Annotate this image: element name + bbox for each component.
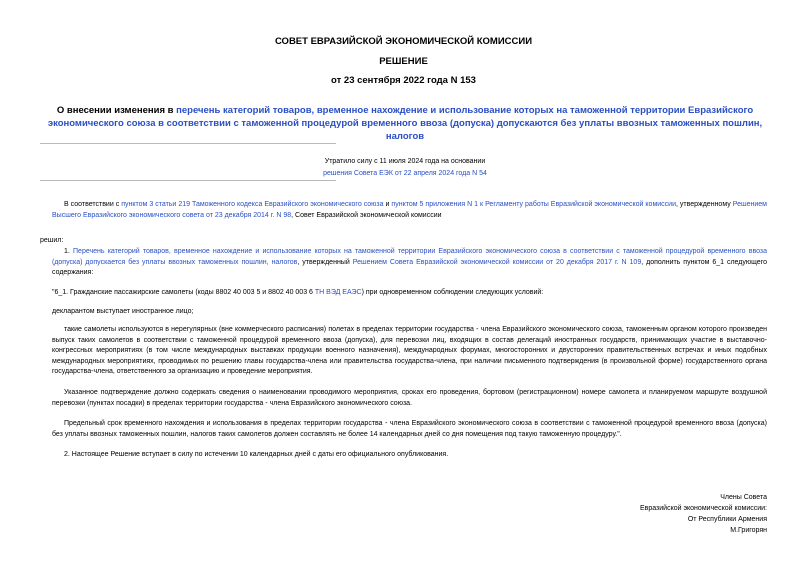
signature-line-2: Евразийской экономической комиссии: <box>639 505 767 512</box>
divider-top <box>40 143 336 144</box>
signature-block <box>507 492 767 536</box>
document-title <box>40 104 770 143</box>
preamble-link-decision[interactable]: Решением Высшего Евразийского экономического совета от 23 декабря 2014 г. N 98 <box>52 201 767 219</box>
preamble-paragraph <box>52 200 767 221</box>
item-1-text-2: , утвержденный <box>297 258 350 266</box>
preamble-text-4: , Совет Евразийской экономической комиссии <box>291 211 442 219</box>
status-link[interactable]: решения Совета ЕЭК от 22 апреля 2024 года N 54 <box>323 170 487 177</box>
title-link[interactable]: перечень категорий товаров, временное нахождение и использование которых на таможенной территории Евразийского экономического союза в соответствии с таможенной процедурой временного ввоза (допуска) допускаются без уплаты ввозных таможенных пошлин, налогов <box>47 105 763 142</box>
condition-1: декларантом выступает иностранное лицо; <box>52 308 194 315</box>
item-2-paragraph: 2. Настоящее Решение вступает в силу по истечении 10 календарных дней с даты его официального опубликования. <box>64 451 449 458</box>
divider-bottom <box>40 180 336 181</box>
signature-line-3: От Республики Армения <box>687 516 767 523</box>
status-note <box>260 156 550 180</box>
status-text: Утратило силу с 11 июля 2024 года на основании <box>324 158 486 165</box>
preamble-link-regulation[interactable]: пунктом 5 приложения N 1 к Регламенту работы Евразийской экономической комиссии <box>391 201 676 208</box>
item-1-list-link[interactable]: Перечень категорий товаров, временное нахождение и использование которых на таможенной территории Евразийского экономического союза в соответствии с таможенной процедурой временного ввоза (допуска) допускается без уплаты ввозных таможенных пошлин, налогов <box>52 248 767 266</box>
preamble-link-customs-code[interactable]: пунктом 3 статьи 219 Таможенного кодекса Евразийского экономического союза <box>121 201 384 208</box>
point-6-1-text-2: ) при одновременном соблюдении следующих условий: <box>361 289 544 296</box>
council-name: СОВЕТ ЕВРАЗИЙСКОЙ ЭКОНОМИЧЕСКОЙ КОМИССИИ <box>274 36 533 47</box>
point-6-1-paragraph <box>52 288 767 299</box>
decided-label: решил: <box>40 237 64 244</box>
item-1-number: 1. <box>64 248 70 255</box>
item-1-text-3: , дополнить пунктом 6_1 следующего содержания: <box>52 258 767 276</box>
document-date: от 23 сентября 2022 года N 153 <box>331 75 476 86</box>
item-1-decision-link[interactable]: Решением Совета Евразийской экономической комиссии от 20 декабря 2017 г. N 109 <box>352 258 642 266</box>
confirmation-paragraph: Указанное подтверждение должно содержать сведения о наименовании проводимого мероприятия, сроках его проведения, бортовом (регистрационном) номере самолета и планируемом маршруте воздушной перевозки (пунктах посадки) в пределах территории государства - члена Евразийского экономического союза. <box>52 389 767 407</box>
item-1-paragraph <box>52 247 767 279</box>
preamble-text-1: В соответствии с <box>64 201 120 208</box>
document-type: РЕШЕНИЕ <box>379 56 428 67</box>
preamble-text-2: и <box>385 201 390 208</box>
time-limit-paragraph: Предельный срок временного нахождения и использования в пределах территории государства - члена Евразийского экономического союза в соответствии с таможенной процедурой временного ввоза (допуска) без уплаты ввозных таможенных пошлин, налогов таких самолетов должен составлять не более 14 календарных дней со дня помещения под такую таможенную процедуру.". <box>52 420 767 438</box>
condition-2: такие самолеты используются в нерегулярных (вне коммерческого расписания) полетах в пределах территории государства - члена Евразийского экономического союза, таможенным органом которого произведен выпуск таких самолетов в соответствии с таможенной процедурой временного ввоза (допуска), для перевозки лиц, входящих в состав делегаций иностранных государств, принимающих участие в выставочно-конгрессных мероприятиях (в том числе международных выставках продукции военного назначения), международных форумах, многосторонних и двусторонних правительственных встречах и иных подобных международных мероприятиях, проводимых по решению главы государства-члена или правительства государства-члена, при наличии письменного подтверждения (в произвольной форме) государственного органа государства-члена, ответственного за организацию и проведение мероприятия. <box>52 326 767 375</box>
tn-ved-link[interactable]: ТН ВЭД ЕАЭС <box>314 289 362 296</box>
signature-line-4: М.Григорян <box>730 527 767 534</box>
title-prefix: О внесении изменения в <box>56 105 174 116</box>
preamble-text-3: , утвержденному <box>675 201 731 208</box>
point-6-1-text-1: "6_1. Гражданские пассажирские самолеты (коды 8802 40 003 5 и 8802 40 003 6 <box>52 289 313 296</box>
signature-line-1: Члены Совета <box>720 494 767 501</box>
